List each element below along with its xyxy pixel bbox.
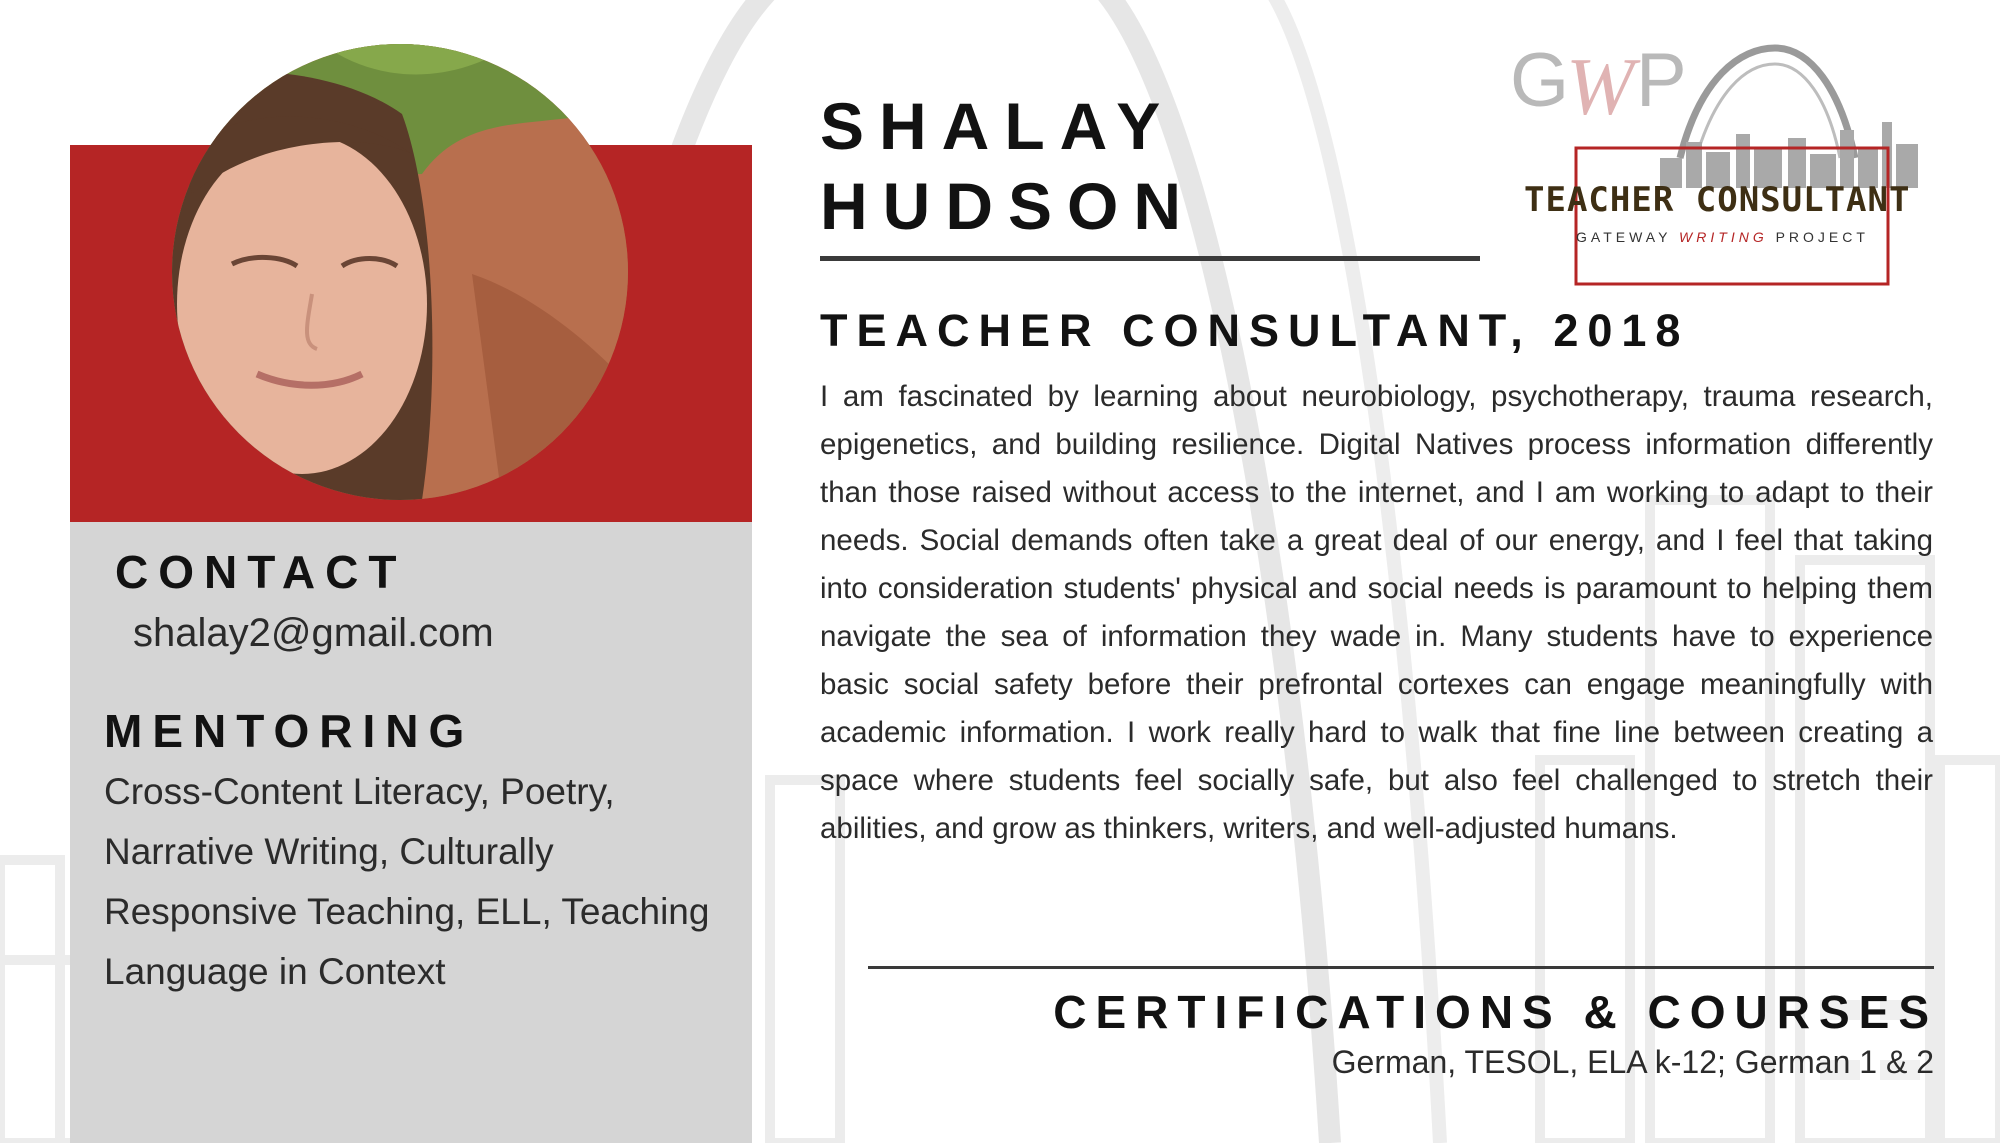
logo-letter-g: G (1510, 38, 1570, 123)
contact-email[interactable]: shalay2@gmail.com (133, 611, 494, 655)
logo-subtitle-part1: GATEWAY (1576, 229, 1680, 245)
mentoring-text: Cross-Content Literacy, Poetry, Narrative Writing, Culturally Responsive Teaching, ELL, Teaching Language in Context (104, 771, 710, 992)
certifications-heading: CERTIFICATIONS & COURSES (1053, 986, 1938, 1038)
logo-letter-p: P (1636, 38, 1687, 123)
gwp-logo (1510, 38, 1940, 288)
logo-title: TEACHER CONSULTANT (1524, 180, 1911, 220)
bio-text: I am fascinated by learning about neurobiology, psychotherapy, trauma research, epigenetics, and building resilience. Digital Natives process information differently than those raised without access to the internet, and I am working to adapt to their needs. Social demands often take a great deal of our energy, and I feel that taking into consideration students' physical and social needs is paramount to helping them navigate the sea of information they wade in. Many students have to experience basic social safety before their prefrontal cortexes can engage meaningfully with academic information. I work really hard to walk that fine line between creating a space where students feel socially safe, but also feel challenged to stretch their abilities, and grow as thinkers, writers, and well-adjusted humans. (820, 380, 1933, 845)
logo-subtitle-part2: PROJECT (1767, 229, 1869, 245)
name-divider (820, 256, 1480, 261)
role-title: TEACHER CONSULTANT, 2018 (820, 305, 1690, 356)
profile-photo (172, 44, 628, 500)
certifications-divider (868, 966, 1934, 969)
person-name (820, 86, 1196, 246)
logo-subtitle-highlight: WRITING (1679, 229, 1768, 245)
certifications-text: German, TESOL, ELA k-12; German 1 & 2 (1331, 1044, 1934, 1080)
last-name: HUDSON (820, 169, 1197, 243)
logo-subtitle (1576, 229, 1869, 245)
contact-heading: CONTACT (115, 546, 407, 598)
arch-logo-icon (1510, 38, 1940, 288)
mentoring-heading: MENTORING (104, 705, 475, 757)
first-name: SHALAY (820, 89, 1176, 163)
logo-letter-w: W (1566, 41, 1635, 132)
